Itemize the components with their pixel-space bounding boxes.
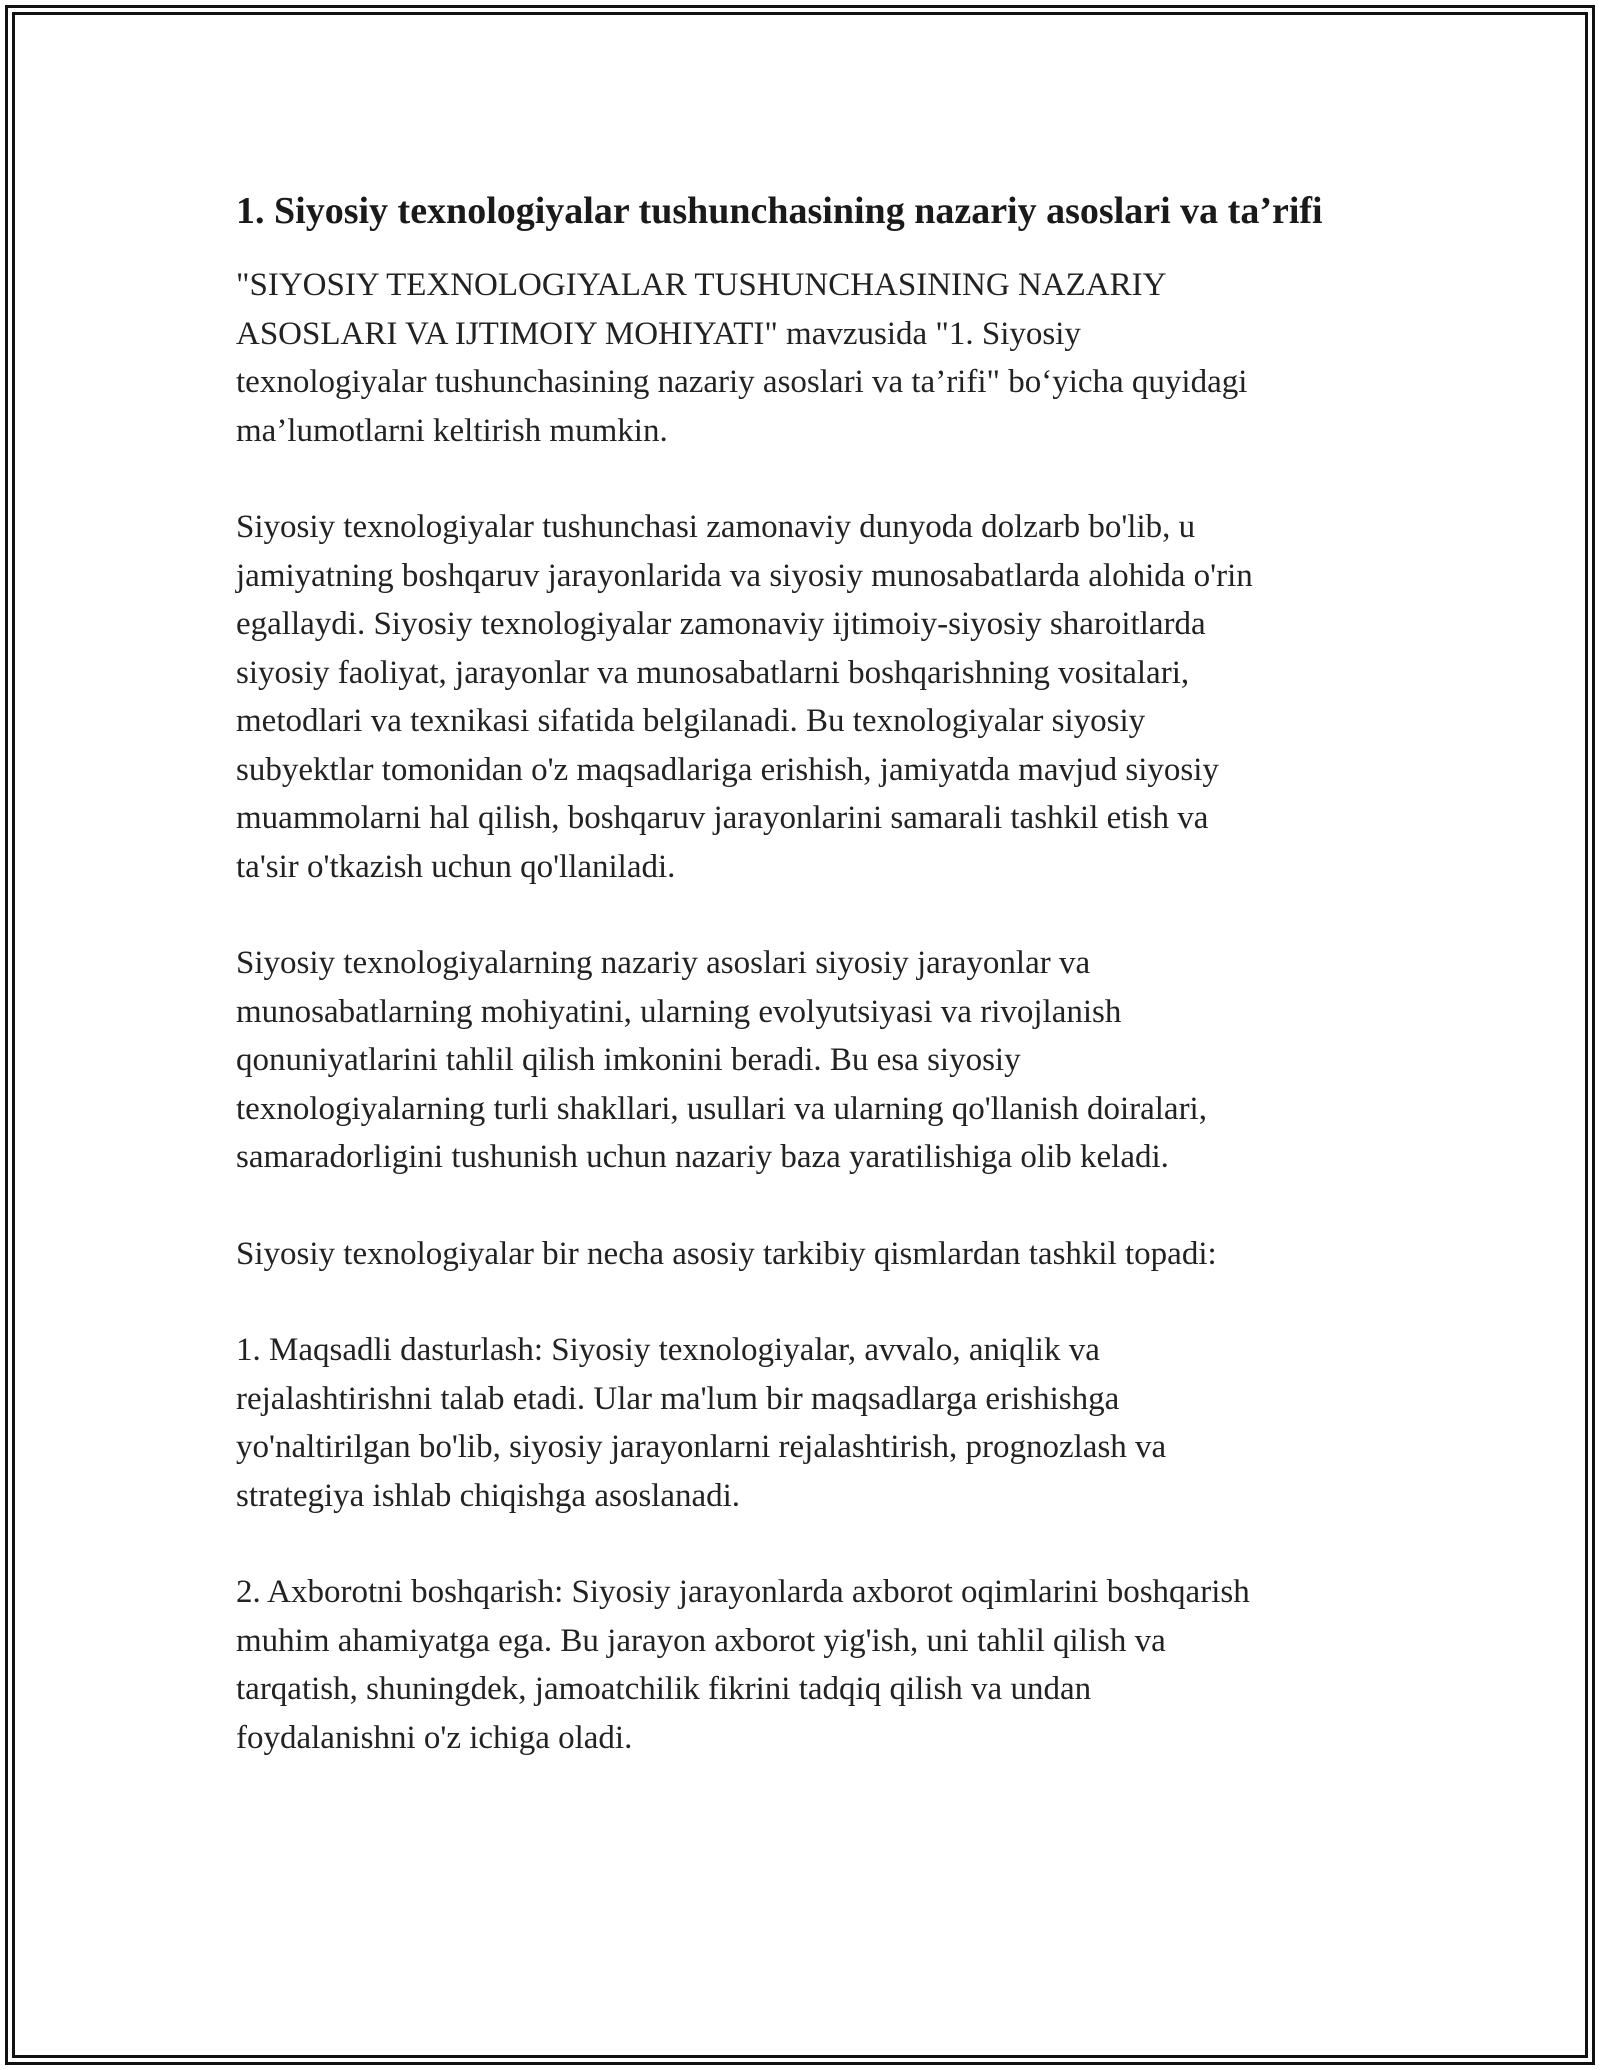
- paragraph-definition: Siyosiy texnologiyalar tushunchasi zamonaviy dunyoda dolzarb bo'lib, u jamiyatning boshqaruv jarayonlarida va siyosiy munosabatlarda alohida o'rin egallaydi. Siyosiy texnologiyalar zamonaviy ijtimoiy-siyosiy sharoitlarda siyosiy faoliyat, jarayonlar va munosabatlarni boshqarishning vositalari, metodlari va texnikasi sifatida belgilanadi. Bu texnologiyalar siyosiy subyektlar tomonidan o'z maqsadlariga erishish, jamiyatda mavjud siyosiy muammolarni hal qilish, boshqaruv jarayonlarini samarali tashkil etish va ta'sir o'tkazish uchun qo'llaniladi.: [236, 509, 1253, 885]
- paragraph-theory: Siyosiy texnologiyalarning nazariy asoslari siyosiy jarayonlar va munosabatlarning mohiyatini, ularning evolyutsiyasi va rivojlanish qonuniyatlarini tahlil qilish imkonini beradi. Bu esa siyosiy texnologiyalarning turli shakllari, usullari va ularning qo'llanish doiralari, samaradorligini tushunish uchun nazariy baza yaratilishiga olib keladi.: [236, 945, 1207, 1175]
- list-item-purposeful-programming: 1. Maqsadli dasturlash: Siyosiy texnologiyalar, avvalo, aniqlik va rejalashtirishni talab etadi. Ular ma'lum bir maqsadlarga erishishga yo'naltirilgan bo'lib, siyosiy jarayonlarni rejalashtirish, prognozlash va strategiya ishlab chiqishga asoslanadi.: [236, 1332, 1167, 1514]
- section-heading: 1. Siyosiy texnologiyalar tushunchasining nazariy asoslari va ta’rifi: [236, 190, 1323, 232]
- list-item-information-management: 2. Axborotni boshqarish: Siyosiy jarayonlarda axborot oqimlarini boshqarish muhim ahamiyatga ega. Bu jarayon axborot yig'ish, uni tahlil qilish va tarqatish, shuningdek, jamoatchilik fikrini tadqiq qilish va undan foydalanishni o'z ichiga oladi.: [236, 1574, 1250, 1756]
- document-body: [236, 184, 1376, 1810]
- paragraph-intro: "SIYOSIY TEXNOLOGIYALAR TUSHUNCHASINING NAZARIY ASOSLARI VA IJTIMOIY MOHIYATI" mavzusida "1. Siyosiy texnologiyalar tushunchasining nazariy asoslari va ta’rifi" bo‘yicha quyidagi ma’lumotlarni keltirish mumkin.: [236, 267, 1248, 449]
- paragraph-components-intro: Siyosiy texnologiyalar bir necha asosiy tarkibiy qismlardan tashkil topadi:: [236, 1235, 1217, 1272]
